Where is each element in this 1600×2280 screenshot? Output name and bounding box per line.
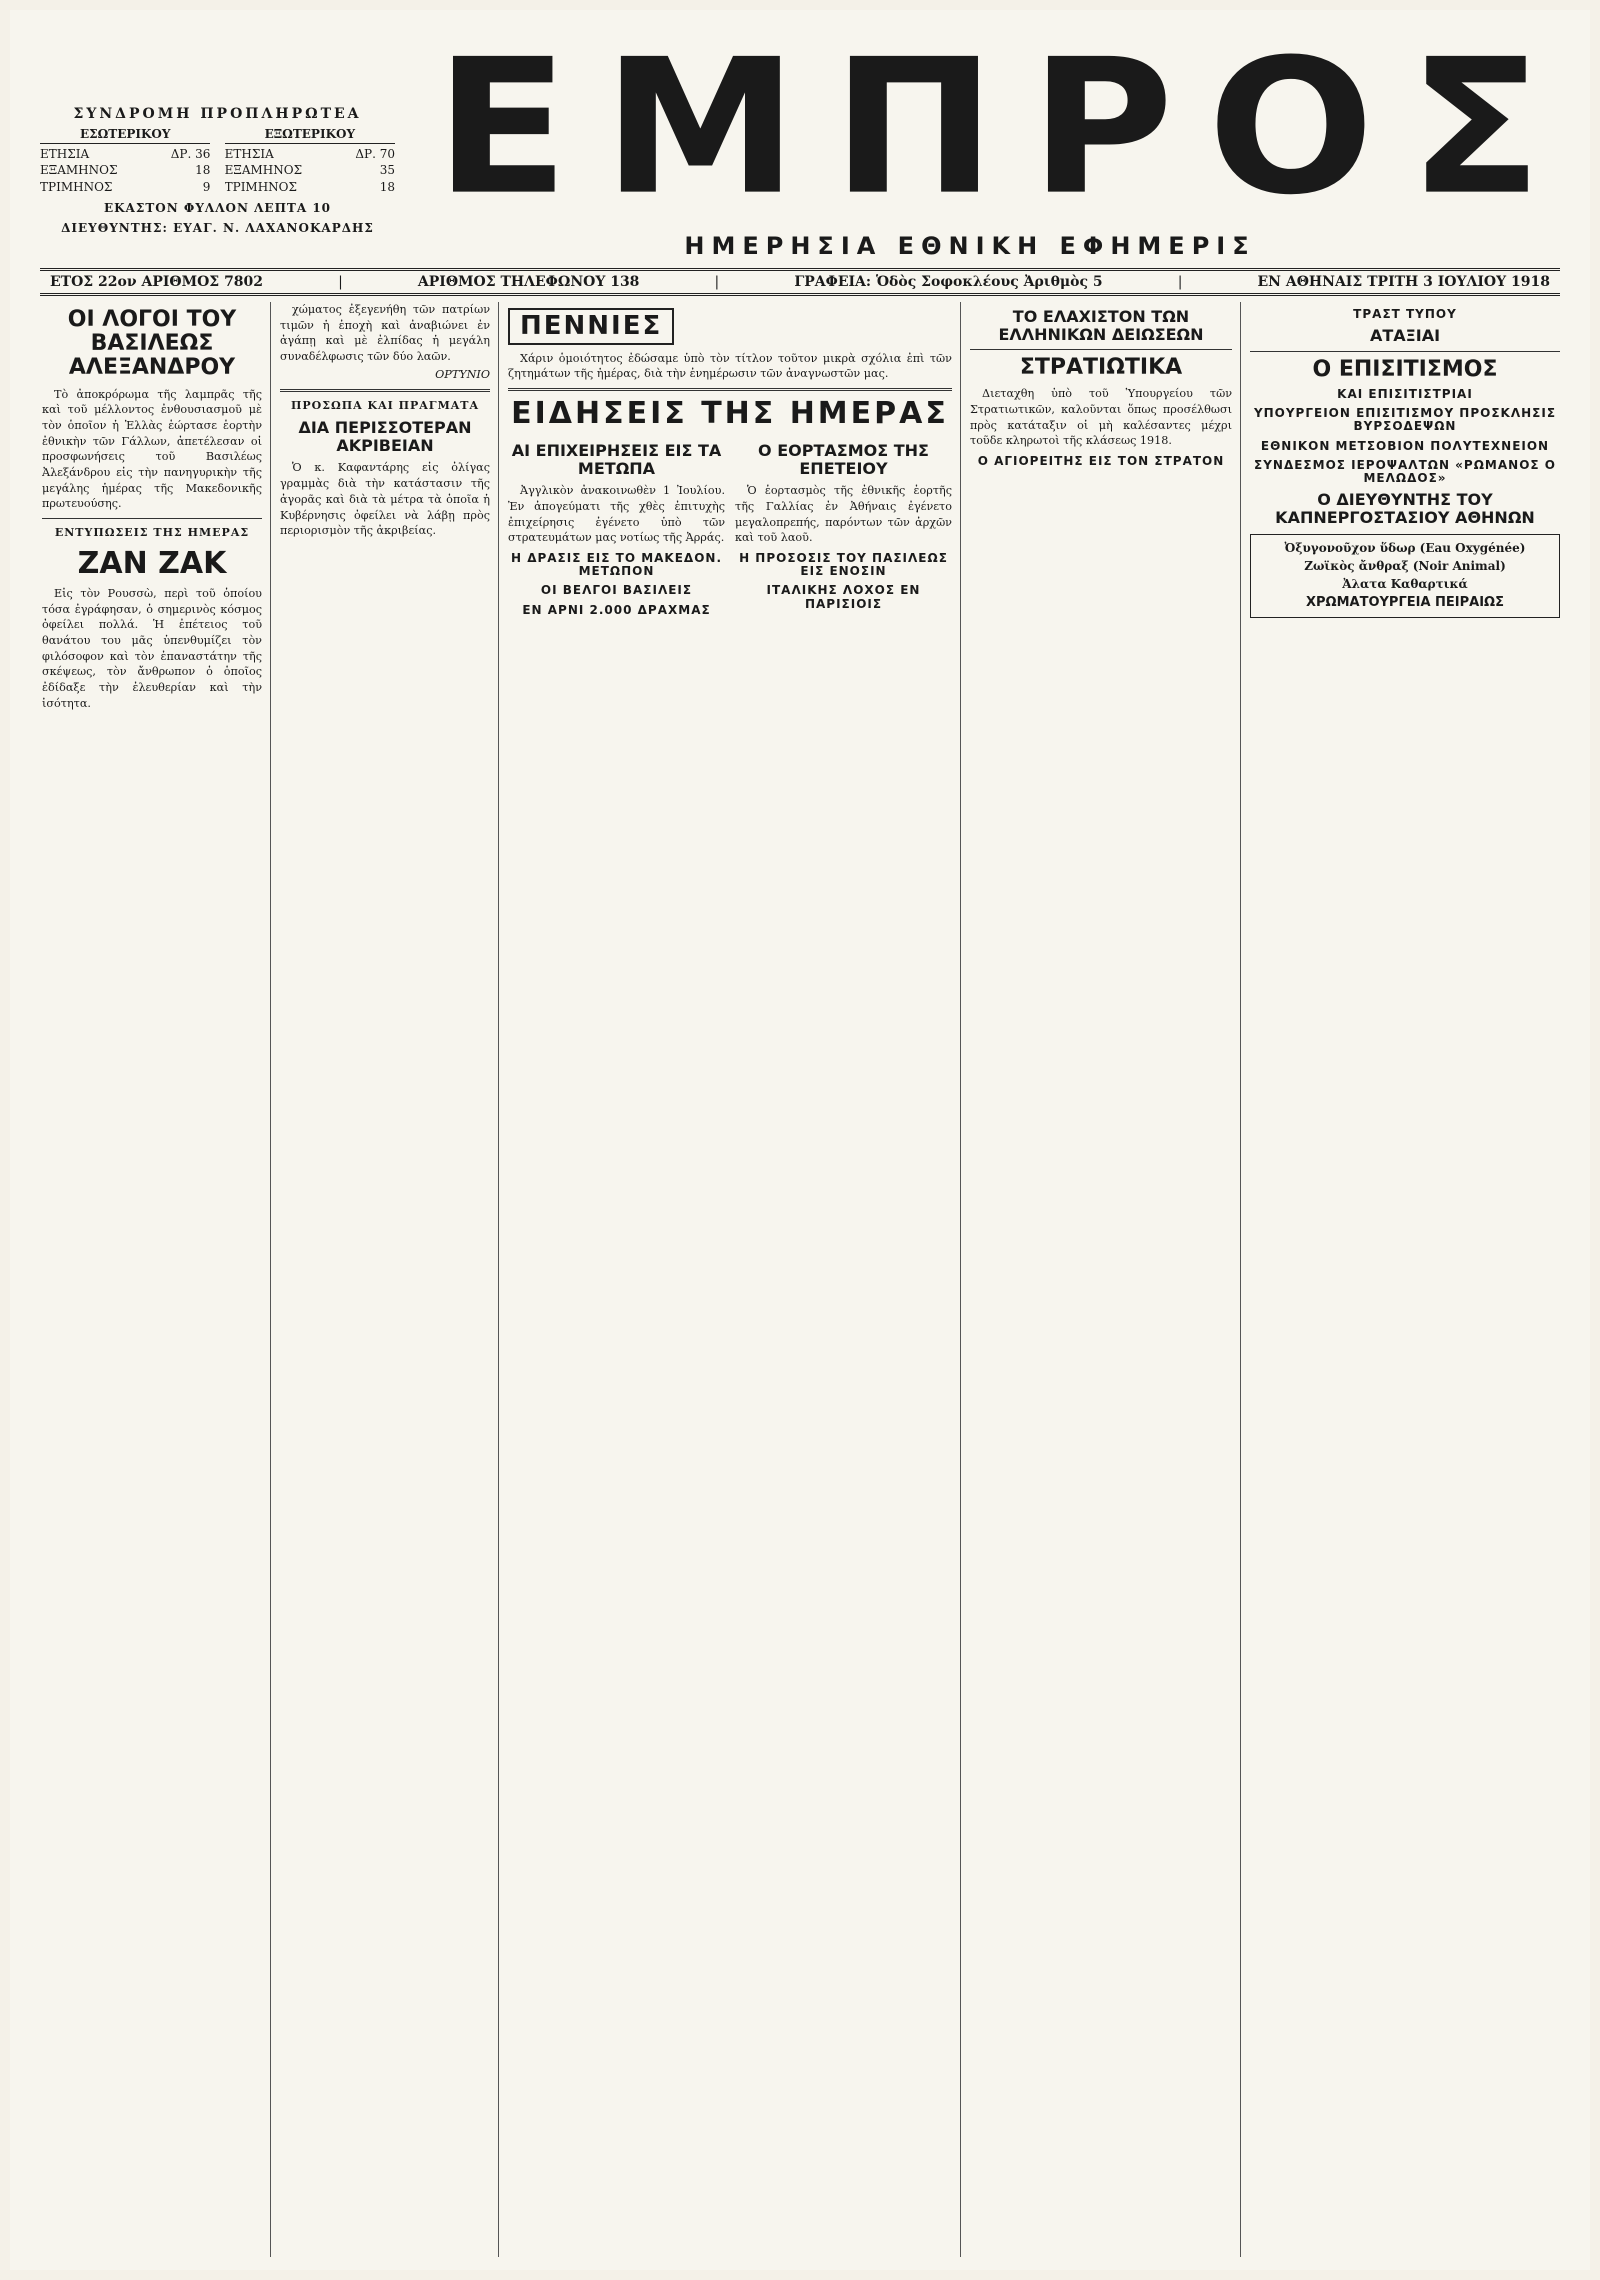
column-rule [498,302,499,2257]
ops-text: Ἀγγλικὸν ἀνακοινωθὲν 1 Ἰουλίου. Ἐν ἀπογεύματι τῆς χθὲς ἐπιτυχὴς ἐπιχείρησις ἐγένετο ὑπὸ τῶν στρατευμάτων μας νοτίως τῆς Ἀρράς. [508,484,725,545]
column-3 [508,302,952,2257]
issue-info-bar: ΕΤΟΣ 22ον ΑΡΙΘΜΟΣ 7802 | ΑΡΙΘΜΟΣ ΤΗΛΕΦΩΝΟΥ 138 | ΓΡΑΦΕΙΑ: Ὁδὸς Σοφοκλέους Ἀριθμὸς 5 | ΕΝ ΑΘΗΝΑΙΣ ΤΡΙΤΗ 3 ΙΟΥΛΙΟΥ 1918 [40,268,1560,296]
rate-value: 9 [202,180,211,195]
italian-headline: ΙΤΑΛΙΚΗΣ ΛΟΧΟΣ ΕΝ ΠΑΡΙΣΙΟΙΣ [766,583,921,611]
honors-headline: ΤΟ ΕΛΑΧΙΣΤΟΝ ΤΩΝ ΕΛΛΗΝΙΚΩΝ ΔΕΙΩΣΕΩΝ [998,307,1204,344]
column-1 [42,302,262,2257]
military-text: Διεταχθη ὑπὸ τοῦ Ὑπουργείου τῶν Στρατιωτικῶν, καλοῦνται ὅπως προσέλθωσι πρὸς κατάταξιν οἱ μὴ καλέσαντες μέχρι τοῦδε κληρωτοὶ τῆς κλάσεως 1918. [970,387,1232,448]
rate-label: ΕΤΗΣΙΑ [224,146,274,161]
ad-line: Ὀξυγονοῦχον ὕδωρ (Eau Oxygénée) [1284,541,1526,556]
column-rule [1240,302,1241,2257]
feast-headline: Ο ΕΟΡΤΑΣΜΟΣ ΤΗΣ ΕΠΕΤΕΙΟΥ [758,441,929,478]
interior-label: ΕΣΩΤΕΡΙΚΟΥ [40,126,210,144]
rate-label: ΕΞΑΜΗΝΟΣ [224,163,303,178]
accuracy-headline: ΔΙΑ ΠΕΡΙΣΣΟΤΕΡΑΝ ΑΚΡΙΒΕΙΑΝ [298,418,472,455]
rate-label: ΤΡΙΜΗΝΟΣ [224,180,298,195]
ancient-headline: Η ΠΡΟΣΟΣΙΣ ΤΟΥ ΠΑΣΙΛΕΩΣ ΕΙΣ ΕΝΟΣΙΝ [739,551,948,579]
disorders-headline: ΑΤΑΞΙΑΙ [1369,326,1441,346]
rate-label: ΤΡΙΜΗΝΟΣ [40,180,113,195]
masthead-title: ΕΜΠΡΟΣ [435,19,1577,237]
agioreitis-headline: Ο ΑΓΙΟΡΕΙΤΗΣ ΕΙΣ ΤΟΝ ΣΤΡΑΤΟΝ [977,454,1225,469]
chemicals-ad [1250,534,1560,618]
rate-label: ΕΞΑΜΗΝΟΣ [40,163,118,178]
pennies-text: Χάριν ὁμοιότητος ἐδώσαμε ὑπὸ τὸν τίτλον τοῦτον μικρὰ σχόλια ἐπὶ τῶν ζητημάτων τῆς ἡμέρας, διὰ τὴν ἐνημέρωσιν τῶν ἀναγνωστῶν μας. [508,351,952,381]
feature-text: Εἰς τὸν Ρουσσὼ, περὶ τοῦ ὁποίου τόσα ἐγράφησαν, ὁ σημερινὸς κόσμος ὀφείλει πολλά. Ἡ ἐπέτειος τοῦ θανάτου του μᾶς ὑπενθυμίζει τὸν φιλόσοφον καὶ τὸν ἐπαναστάτην τῆς σκέψεως, τὸν ἄνθρωπον ὁ ὁποῖος ἐδίδαξε τὴν ἐλευθερίαν καὶ τὴν ἰσότητα. [42,586,262,710]
rate-value: 18 [195,163,211,178]
signature: ΟΡΤΥΝΙΟ [435,367,490,381]
office-address: ΓΡΑΦΕΙΑ: Ὁδὸς Σοφοκλέους Ἀριθμὸς 5 [794,274,1103,290]
polytechnic-headline: ΕΘΝΙΚΟΝ ΜΕΤΣΟΒΙΟΝ ΠΟΛΥΤΕΧΝΕΙΟΝ [1260,438,1550,453]
king-speech-headline: ΟΙ ΛΟΓΟΙ ΤΟΥ ΒΑΣΙΛΕΩΣ ΑΛΕΞΑΝΔΡΟΥ [67,307,237,381]
issue-date: ΕΝ ΑΘΗΝΑΙΣ ΤΡΙΤΗ 3 ΙΟΥΛΙΟΥ 1918 [1257,274,1550,290]
provisioners-headline: ΚΑΙ ΕΠΙΣΙΤΙΣΤΡΙΑΙ [1337,386,1473,401]
subscription-box [40,105,395,236]
director-line: ΔΙΕΥΘΥΝΤΗΣ: ΕΥΑΓ. Ν. ΛΑΧΑΝΟΚΑΡΔΗΣ [61,221,374,236]
accuracy-text: Ὁ κ. Καφαντάρης εἰς ὀλίγας γραμμὰς διὰ τὴν κατάστασιν τῆς ἀγορᾶς καὶ διὰ τὰ μέτρα τὰ ὁποῖα ἡ Κυβέρνησις ὀφείλει νὰ λάβῃ πρὸς περιορισμὸν τῆς ἀκριβείας. [280,461,490,538]
feature-headline: ΖΑΝ ΖΑΚ [77,545,227,581]
column-rule [270,302,271,2257]
trust-headline: ΤΡΑΣΤ ΤΥΠΟΥ [1353,307,1457,321]
belgian-headline: ΟΙ ΒΕΛΓΟΙ ΒΑΣΙΛΕΙΣ [540,583,693,598]
column-6 [1250,302,1560,2257]
rate-label: ΕΤΗΣΙΑ [40,146,90,161]
ad-line: Ζωϊκὸς ἄνθραξ (Noir Animal) [1304,559,1506,574]
news-banner: ΕΙΔΗΣΕΙΣ ΤΗΣ ΗΜΕΡΑΣ [511,396,949,431]
phone-number: ΑΡΙΘΜΟΣ ΤΗΛΕΦΩΝΟΥ 138 [417,274,640,290]
front-headline: Η ΔΡΑΣΙΣ ΕΙΣ ΤΟ ΜΑΚΕΔΟΝ. ΜΕΤΩΠΟΝ [510,551,723,579]
rate-value: ΔΡ. 70 [355,146,395,161]
rate-value: 18 [379,180,395,195]
king-speech-lead: Τὸ ἀποκρόρωμα τῆς λαμπρᾶς τῆς καὶ τοῦ μέλλοντος ἐνθουσιασμοῦ μὲ τὸν ὁποῖον ἡ Ἑλλὰς ἑώρτασε ἑορτὴν ἐθνικὴν τῶν Γάλλων, ἀπετέλεσαν οἱ προσφωνήσεις τοῦ Βασιλέως Ἀλεξάνδρου εἰς τὴν πανηγυρικὴν τῆς μεγάλης ἡμέρας τῆς Μακεδονικῆς πρωτευούσης. [42,387,262,511]
masthead-subtitle: ΗΜΕΡΗΣΙΑ ΕΘΝΙΚΗ ΕΦΗΜΕΡΙΣ [684,232,1256,260]
price-line: ΕΚΑΣΤΟΝ ΦΥΛΛΟΝ ΛΕΠΤΑ 10 [103,201,332,216]
news-right [735,436,952,623]
column-5 [970,302,1232,2257]
pennies-headline: ΠΕΝΝΙΕΣ [508,308,674,345]
military-headline: ΣΤΡΑΤΙΩΤΙΚΑ [1019,355,1183,381]
column-2 [280,302,490,2257]
fine-headline: ΕΝ ΑΡΝΙ 2.000 ΔΡΑΧΜΑΣ [522,602,711,617]
news-left [508,436,725,623]
newspaper-page [10,10,1590,2270]
rate-value: ΔΡ. 36 [170,146,211,161]
tobacco-headline: Ο ΔΙΕΥΘΥΝΤΗΣ ΤΟΥ ΚΑΠΝΕΡΓΟΣΤΑΣΙΟΥ ΑΘΗΝΩΝ [1275,490,1535,527]
exterior-label: ΕΞΩΤΕΡΙΚΟΥ [225,126,395,144]
ministry-headline: ΥΠΟΥΡΓΕΙΟΝ ΕΠΙΣΙΤΙΣΜΟΥ ΠΡΟΣΚΛΗΣΙΣ ΒΥΡΣΟΔΕΨΩΝ [1253,406,1557,434]
psaltes-headline: ΣΥΝΔΕΣΜΟΣ ΙΕΡΟΨΑΛΤΩΝ «ΡΩΜΑΝΟΣ Ο ΜΕΛΩΔΟΣ» [1254,457,1556,485]
ops-headline: ΑΙ ΕΠΙΧΕΙΡΗΣΕΙΣ ΕΙΣ ΤΑ ΜΕΤΩΠΑ [511,441,722,478]
provisioning-headline: Ο ΕΠΙΣΙΤΙΣΜΟΣ [1312,356,1498,382]
impressions-kicker: ΕΝΤΥΠΩΣΕΙΣ ΤΗΣ ΗΜΕΡΑΣ [54,526,250,540]
subscription-header: ΣΥΝΔΡΟΜΗ ΠΡΟΠΛΗΡΩΤΕΑ [73,106,362,122]
feast-text: Ὁ ἑορτασμὸς τῆς ἐθνικῆς ἑορτῆς τῆς Γαλλίας ἐν Ἀθήναις ἐγένετο μεγαλοπρεπής, παρόντων τῶν ἀρχῶν καὶ τοῦ λαοῦ. [735,484,952,545]
ad-footer: ΧΡΩΜΑΤΟΥΡΓΕΙΑ ΠΕΙΡΑΙΩΣ [1305,595,1504,611]
rate-value: 35 [379,163,395,178]
ad-line: Ἀλατα Καθαρτικά [1342,577,1468,592]
persons-kicker: ΠΡΟΣΩΠΑ ΚΑΙ ΠΡΑΓΜΑΤΑ [290,398,480,412]
issue-number: ΕΤΟΣ 22ον ΑΡΙΘΜΟΣ 7802 [50,274,264,290]
column-rule [960,302,961,2257]
speech-continuation: χώματος ἐξεγενήθη τῶν πατρίων τιμῶν ἡ ἐποχὴ καὶ ἀναβιώνει ἐν ἀγάπῃ καὶ μὲ ἐλπίδας ἡ μεγάλη συναδέλφωσις τῶν δύο λαῶν. [280,303,490,364]
